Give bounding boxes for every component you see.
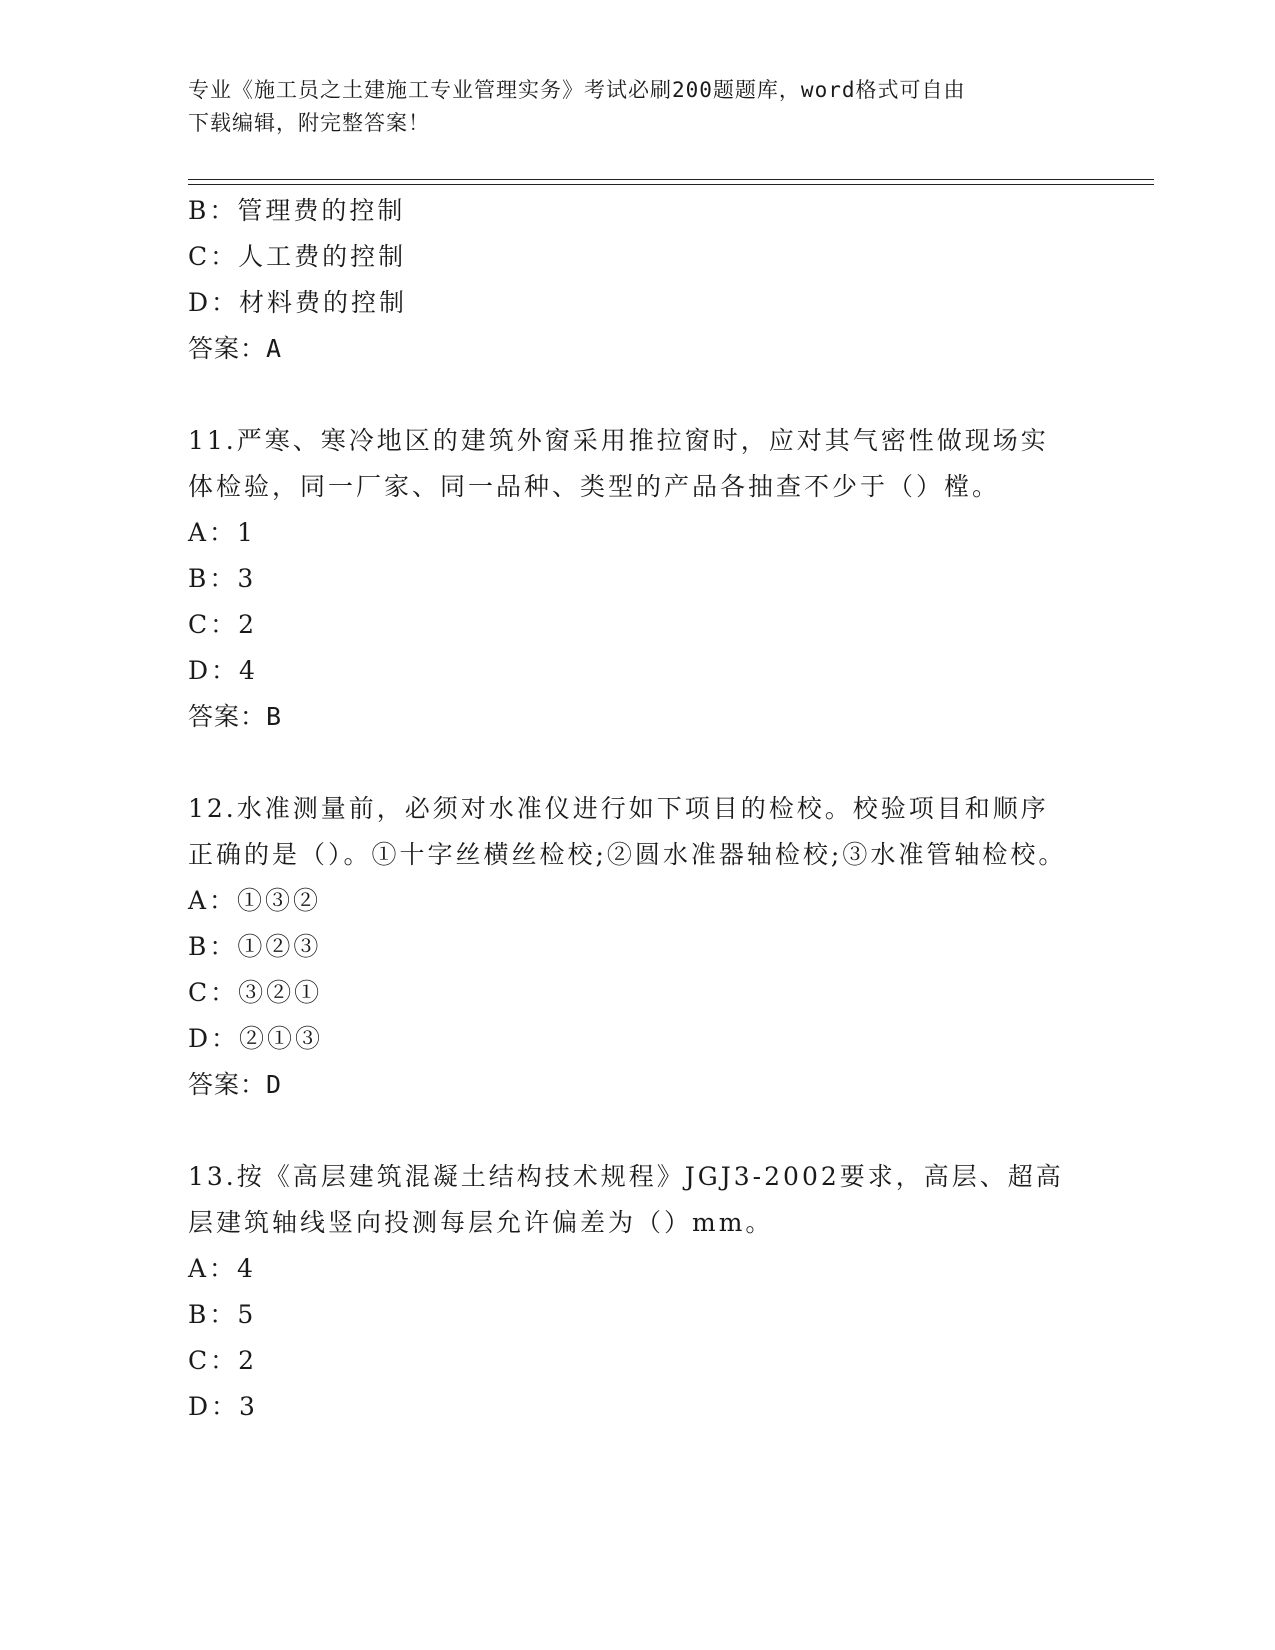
header-divider-bottom	[188, 184, 1154, 185]
question-text: 11.严寒、寒冷地区的建筑外窗采用推拉窗时，应对其气密性做现场实体检验，同一厂家、同一品种、类型的产品各抽查不少于（）樘。	[188, 426, 1049, 501]
prev-question-block	[188, 188, 1088, 372]
header-divider-top	[188, 179, 1154, 180]
question-11	[188, 418, 1088, 740]
header-line-2: 下载编辑，附完整答案！	[188, 111, 430, 135]
document-header	[188, 74, 1068, 140]
answer-line: 答案：B	[188, 702, 283, 731]
option-d: D：②①③	[188, 1024, 324, 1053]
option-c: C：2	[188, 610, 258, 639]
question-text: 13.按《高层建筑混凝土结构技术规程》JGJ3-2002要求，高层、超高层建筑轴线竖向投测每层允许偏差为（）mm。	[188, 1162, 1064, 1237]
option-a: A：4	[188, 1254, 256, 1283]
option-c: C：2	[188, 1346, 258, 1375]
question-13	[188, 1154, 1088, 1430]
option-d: D：3	[188, 1392, 258, 1421]
question-spacer	[188, 740, 1088, 786]
question-spacer	[188, 372, 1088, 418]
answer-line: 答案：D	[188, 1070, 283, 1099]
question-spacer	[188, 1108, 1088, 1154]
option-a: A：1	[188, 518, 256, 547]
option-c: C：③②①	[188, 978, 323, 1007]
header-line-1: 专业《施工员之土建施工专业管理实务》考试必刷200题题库，word格式可自由	[188, 78, 966, 102]
question-list	[188, 188, 1088, 1430]
option-b: B：管理费的控制	[188, 196, 406, 225]
option-d: D：4	[188, 656, 258, 685]
option-a: A：①③②	[188, 886, 322, 915]
option-b: B：①②③	[188, 932, 322, 961]
option-d: D：材料费的控制	[188, 288, 408, 317]
question-12	[188, 786, 1088, 1108]
option-b: B：5	[188, 1300, 257, 1329]
question-text: 12.水准测量前，必须对水准仪进行如下项目的检校。校验项目和顺序正确的是（）。①十字丝横丝检校;②圆水准器轴检校;③水准管轴检校。	[188, 794, 1067, 869]
answer-line: 答案：A	[188, 334, 283, 363]
option-b: B：3	[188, 564, 257, 593]
option-c: C：人工费的控制	[188, 242, 407, 271]
